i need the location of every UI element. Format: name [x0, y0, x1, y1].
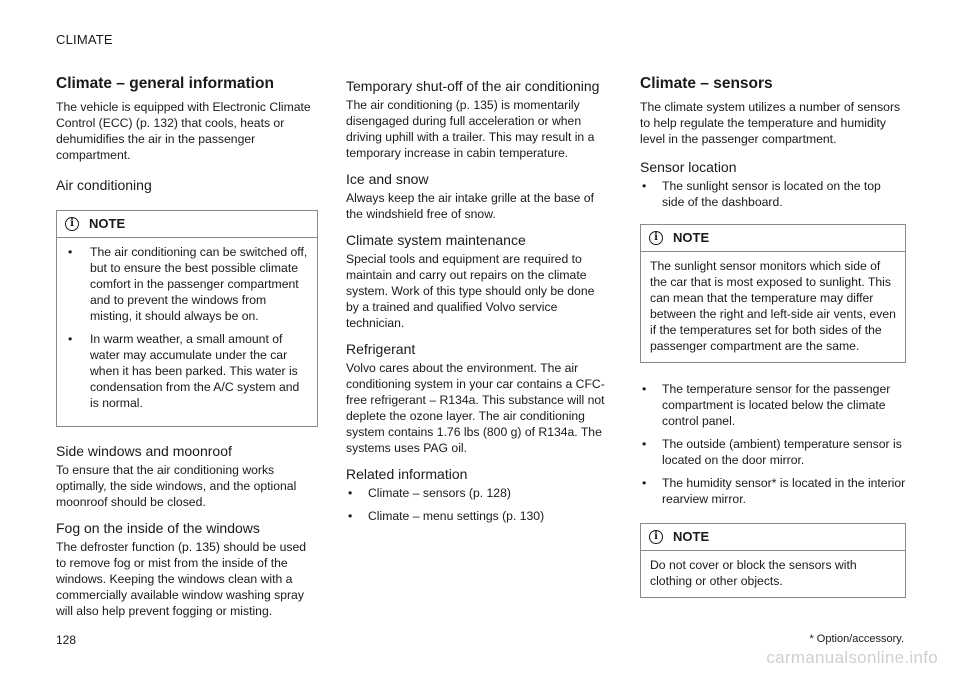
ice-snow-text: Always keep the air intake grille at the base of the windshield free of snow.: [346, 191, 594, 221]
page-number: 128: [56, 633, 77, 647]
related-link-sensors[interactable]: • Climate – sensors (p. 128): [346, 485, 610, 501]
heading-sensor-location: Sensor location: [640, 159, 737, 175]
heading-fog: Fog on the inside of the windows: [56, 520, 260, 536]
note-header: [57, 211, 317, 238]
heading-air-conditioning: Air conditioning: [56, 177, 152, 193]
note-body: [641, 252, 905, 362]
list-item: • The humidity sensor* is located in the interior rearview mirror.: [640, 475, 906, 507]
list-item: • The sunlight sensor is located on the top side of the dashboard.: [640, 178, 906, 210]
sensor-list: [640, 381, 906, 507]
maintenance-text: Special tools and equipment are required to maintain and carry out repairs on the climate system. Work of this type should only be done by a trained and qualified Volvo service technician.: [346, 252, 595, 330]
footnote: * Option/accessory.: [809, 633, 904, 645]
heading-related-info: Related information: [346, 466, 468, 482]
note-header: [641, 524, 905, 551]
watermark: carmanualsonline.info: [766, 648, 938, 667]
heading-climate-sensors: Climate – sensors: [640, 75, 773, 92]
info-icon: i: [649, 530, 663, 544]
list-item: • The air conditioning can be switched off, but to ensure the best possible climate comfort in the passenger compartment and to prevent the windows from misting, it should always be on.: [66, 244, 308, 324]
list-item: • The temperature sensor for the passenger compartment is located below the climate control panel.: [640, 381, 906, 429]
heading-climate-general: Climate – general information: [56, 75, 274, 92]
list-item: • In warm weather, a small amount of water may accumulate under the car when it has been parked. This water is condensation from the A/C system and is normal.: [66, 331, 308, 411]
note-text: The sunlight sensor monitors which side of the car that is most exposed to sunlight. This can mean that the temperature may differ between the right and left-side air vents, even if the temperatures set for both sides of the passenger compartment are the same.: [650, 259, 896, 353]
related-link-menu-settings[interactable]: • Climate – menu settings (p. 130): [346, 508, 610, 524]
note-label: NOTE: [673, 230, 710, 245]
side-windows-text: To ensure that the air conditioning works optimally, the side windows, and the optional moonroof should be closed.: [56, 463, 297, 509]
note-header: [641, 225, 905, 252]
refrigerant-text: Volvo cares about the environment. The air conditioning system in your car contains a CFC-free refrigerant – R134a. This substance will not deplete the ozone layer. The air conditioning system contains 1.76 lbs (800 g) of R134a. The systems uses PAG oil.: [346, 361, 605, 455]
sensors-intro: The climate system utilizes a number of sensors to help regulate the temperature and humidity level in the passenger compartment.: [640, 100, 901, 146]
intro-paragraph: The vehicle is equipped with Electronic Climate Control (ECC) (p. 132) that cools, heats or dehumidifies the air in the passenger compartment.: [56, 100, 311, 162]
temporary-shutoff-text: The air conditioning (p. 135) is momentarily disengaged during full acceleration or when driving uphill with a trailer. This may result in a temporary increase in cabin temperature.: [346, 98, 595, 160]
heading-temporary-shutoff: Temporary shut-off of the air conditioning: [346, 78, 600, 94]
note-label: NOTE: [89, 216, 126, 231]
heading-side-windows: Side windows and moonroof: [56, 443, 232, 459]
column-right: [640, 74, 906, 612]
heading-maintenance: Climate system maintenance: [346, 232, 526, 248]
note-box-sunlight: [640, 224, 906, 363]
list-item: • The outside (ambient) temperature sensor is located on the door mirror.: [640, 436, 906, 468]
note-label: NOTE: [673, 529, 710, 544]
sensor-location-list: [640, 178, 906, 210]
note-body: [57, 238, 317, 426]
note-box-ac: [56, 210, 318, 427]
note-list: [66, 244, 308, 411]
note-body: [641, 551, 905, 597]
note-text: Do not cover or block the sensors with clothing or other objects.: [650, 558, 857, 588]
heading-refrigerant: Refrigerant: [346, 341, 416, 357]
fog-text: The defroster function (p. 135) should be used to remove fog or mist from the inside of the windows. Keeping the windows clean with a commercially available window washing spray will also help prevent fogging or misting.: [56, 540, 306, 618]
related-links-list: [346, 485, 610, 524]
info-icon: i: [65, 217, 79, 231]
note-box-cover: [640, 523, 906, 598]
heading-ice-snow: Ice and snow: [346, 171, 429, 187]
section-header: CLIMATE: [56, 32, 113, 47]
column-left: [56, 74, 318, 619]
column-middle: [346, 74, 610, 531]
info-icon: i: [649, 231, 663, 245]
